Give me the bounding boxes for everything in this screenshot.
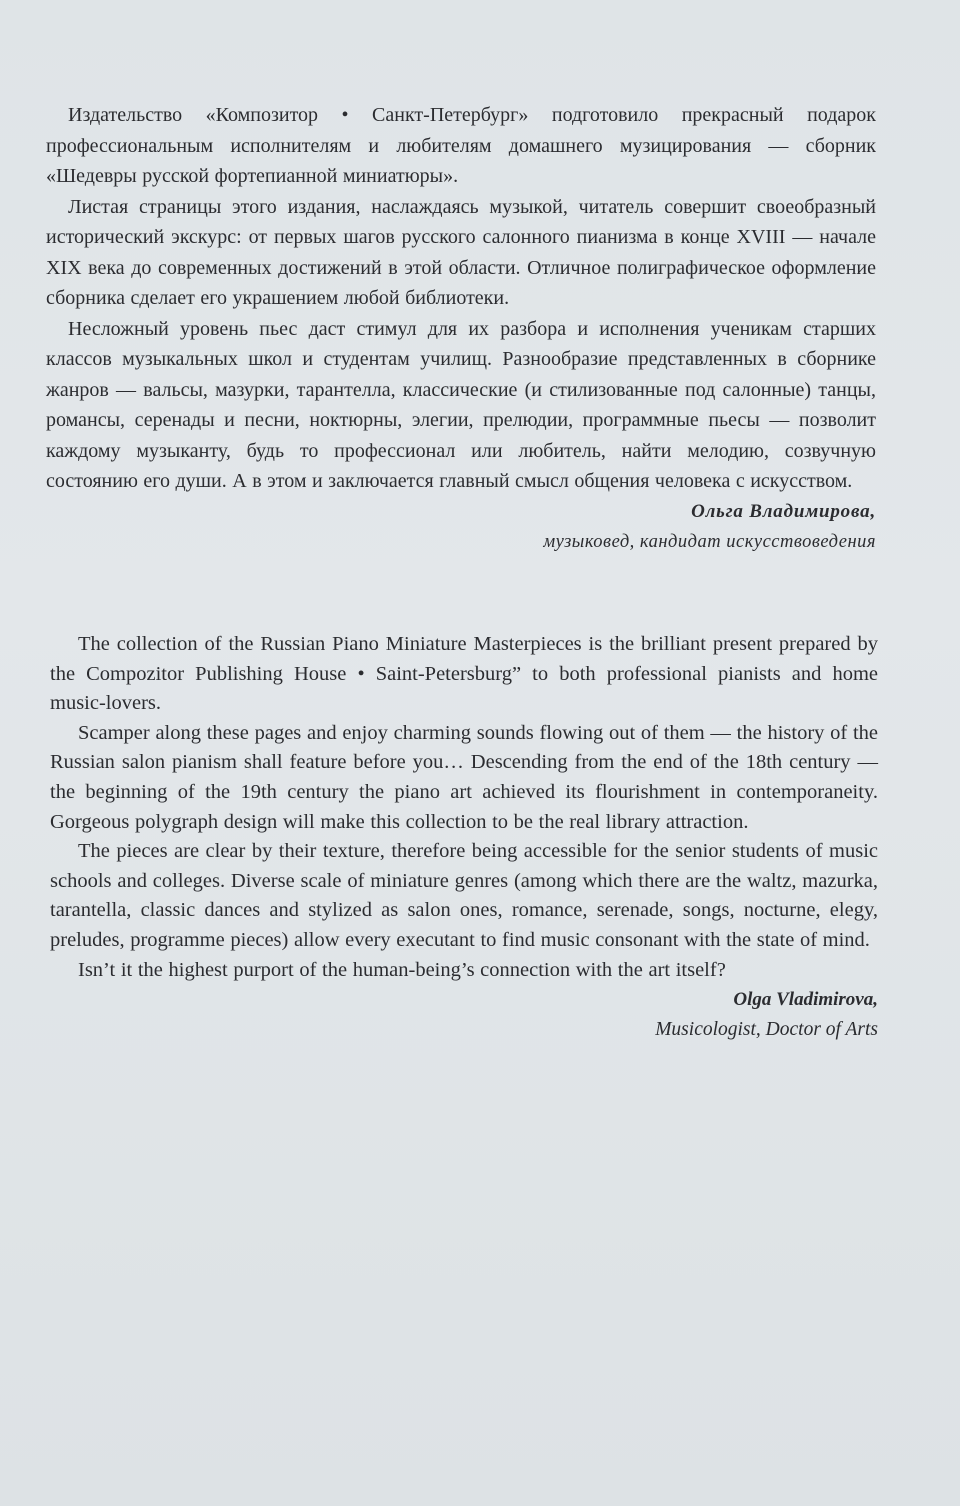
russian-paragraph-2: Листая страницы этого издания, наслаждаясь музыкой, читатель совершит своеобразный исторический экскурс: от первых шагов русского салонного пианизма в конце XVIII — начале XIX века до современных достижений в этой области. Отличное полиграфическое оформление сборника сделает его украшением любой библиотеки. <box>46 195 876 309</box>
english-paragraph-1: The collection of the Russian Piano Miniature Masterpieces is the brilliant present prepared by the Compozitor Publishing House • Saint-Petersburg” to both professional pianists and home music-lovers. <box>50 633 878 715</box>
english-author-name: Olga Vladimirova, <box>733 989 878 1011</box>
english-paragraph-4: Isn’t it the highest purport of the human-being’s connection with the art itself? <box>78 958 726 981</box>
russian-foreword <box>46 100 876 558</box>
russian-paragraph-3: Несложный уровень пьес даст стимул для их разбора и исполнения ученикам старших классов музыкальных школ и студентам училищ. Разнообразие представленных в сборнике жанров — вальсы, мазурки, тарантелла, классические (и стилизованные под салонные) танцы, романсы, серенады и песни, ноктюрны, элегии, прелюдии, программные пьесы — позволит каждому музыканту, будь то профессионал или любитель, найти мелодию, созвучную состоянию его души. А в этом и заключается главный смысл общения человека с искусством. <box>46 317 876 492</box>
english-paragraph-2: Scamper along these pages and enjoy charming sounds flowing out of them — the history of the Russian salon pianism shall feature before you… Descending from the end of the 18th century — the beginning of the 19th century the piano art achieved its flourishment in contemporaneity. Gorgeous polygraph design will make this collection to be the real library attraction. <box>50 721 878 833</box>
english-author-title: Musicologist, Doctor of Arts <box>655 1018 878 1040</box>
russian-paragraph-1: Издательство «Композитор • Санкт-Петербург» подготовило прекрасный подарок профессиональным исполнителям и любителям домашнего музицирования — сборник «Шедевры русской фортепианной миниатюры». <box>46 104 876 187</box>
russian-author-title: музыковед, кандидат искусствоведения <box>543 532 876 552</box>
english-foreword <box>50 630 878 1044</box>
russian-author-name: Ольга Владимирова, <box>691 500 876 522</box>
english-paragraph-3: The pieces are clear by their texture, therefore being accessible for the senior students of music schools and colleges. Diverse scale of miniature genres (among which there are the waltz, mazurka, tarantella, classic dances and stylized as salon ones, romance, serenade, songs, nocturne, elegy, preludes, programme pieces) allow every executant to find music consonant with the state of mind. <box>50 840 878 951</box>
